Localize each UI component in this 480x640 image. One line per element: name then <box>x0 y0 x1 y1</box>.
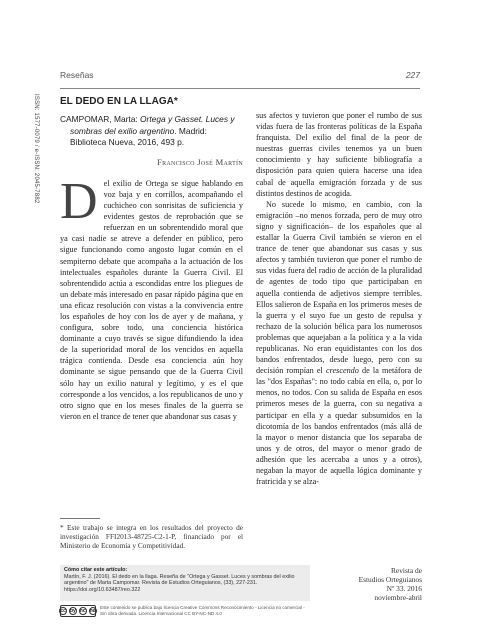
right-paragraph-1: sus afectos y tuvieron que poner el rumbo de sus vidas fuera de las fronteras políticas de la España franquista. Del exilio del final de la peor de nuestras guerras civiles tenemos ya un buen conocimiento y hay suficiente bibliografía a disposición para quien quiera hacerse una idea cabal de aquella emigración forzada y de sus distintos destinos de acogida. <box>256 111 422 198</box>
journal-period: noviembre-abril <box>374 593 422 602</box>
running-head <box>60 70 420 84</box>
left-body-text: el exilio de Ortega se sigue hablando en voz baja y en corrillos, acompañando el cuchicheo con sonrisitas de suficiencia y evidentes gestos de reprobación que se refuerzan en un sobrentendido moral que ya casi nadie se atreve a defender en público, pero sigue funcionando como angosto lugar común en el sempiterno debate que acompaña a la actuación de los intelectuales españoles durante la Guerra Civil. El sobrentendido actúa a escondidas entre los pliegues de un debate más interesado en pasar rápido página que en una eficaz resolución con vistas a la convivencia entre los españoles de hoy con los de ayer y de mañana, y configura, sobre todo, una conciencia histórica dominante a cuyo través se sigue difundiendo la idea de la superioridad moral de los vencidos en aquella trágica contienda. Desde esa conciencia aún hoy dominante se sigue pensando que de la Guerra Civil sólo hay un exilio natural y legítimo, y es el que corresponde a los vencidos, a los republicanos de uno y otro signo que en los meses finales de la guerra se vieron en el trance de tener que abandonar sus casas y <box>60 178 243 421</box>
citation-heading: Cómo citar este artículo: <box>64 567 128 573</box>
crescendo-term: crescendo <box>325 366 359 376</box>
license-text: Este contenido se publica bajo licencia Creative Commons Reconocimiento - Licencia no comercial - Sin obra derivada. Licencia Internacional CC BY-NC-ND 4.0 <box>100 605 305 616</box>
author-byline: Francisco José Martín <box>156 156 243 167</box>
right-paragraph-2-a: No sucede lo mismo, en cambio, con la emigración –no menos forzada, pero de muy otro signo y significación– de los españoles que al estallar la Guerra Civil también se vieron en el trance de tener que abandonar sus casas y sus afectos y también tuvieron que poner el rumbo de sus vidas fuera del radio de acción de la pluralidad de agentes de todo tipo que participaban en aquella contienda de adjetivos siempre terribles. Ellos salieron de España en los primeros meses de la guerra y el suyo fue un gesto de repulsa y rechazo de la solución bélica para los numerosos problemas que aquejaban a la política y a la vida republicanas. No eran equidistantes con los dos bandos enfrentados, desde luego, pero con su decisión rompían el <box>256 199 422 376</box>
reference-author: CAMPOMAR, Marta: <box>60 114 141 124</box>
nc-glyph: nc <box>79 608 86 614</box>
drop-cap: D <box>60 172 98 230</box>
creative-commons-icon[interactable] <box>60 605 96 617</box>
left-body <box>60 172 243 422</box>
section-name: Reseñas <box>60 70 94 80</box>
journal-name-line2: Estudios Orteguianos <box>358 575 422 584</box>
citation-box <box>60 565 310 601</box>
left-column <box>60 114 243 422</box>
license-block <box>60 605 310 619</box>
book-reference <box>60 114 243 149</box>
article-title: EL DEDO EN LA LLAGA* <box>60 96 178 107</box>
citation-doi[interactable]: https://doi.org/10.63487/reo.322 <box>64 586 141 593</box>
footnote: * Este trabajo se integra en los resultados del proyecto de investigación FFI2013-48725-C2-1-P, financiado por el Ministerio de Economía y Competitividad. <box>60 523 243 551</box>
citation-text: Martín, F. J. (2016). El dedo en la llaga. Reseña de "Ortega y Gasset. Luces y sombras del exilio argentino" de Marta Campomar. Revista de Estudios Orteguianos, (33), 227-231. <box>64 573 295 587</box>
nd-glyph: nd <box>89 608 96 614</box>
journal-name-line1: Revista de <box>391 566 422 575</box>
by-glyph: by <box>69 608 76 614</box>
side-issn <box>29 94 41 264</box>
header-rule <box>60 88 420 89</box>
reference-publication: . Madrid: Biblioteca Nueva, 2016, 493 p. <box>70 125 207 148</box>
right-column <box>256 110 422 487</box>
issn-text: ISSN: 1577-0079 / e-ISSN: 2045-7882 <box>33 94 39 204</box>
footnote-rule <box>60 518 100 519</box>
page-number: 227 <box>405 70 420 80</box>
journal-info <box>359 566 422 602</box>
right-paragraph-2-b: de la metáfora de las "dos Españas": no todo cabía en ella, o, por lo menos, no todos. Con su salida de España en esos primeros meses de la guerra, con su negativa a participar en ella y a quedar subsumidos en la dicotomía de los bandos enfrentados (más allá de la mayor o menor distancia que los separaba de unos y de otros, del mayor o menor grado de adhesión que les acercaba a unos y a otros), negaban la mayor de aquella lógica dominante y fratricida y se alza- <box>256 366 422 487</box>
cc-glyph: cc <box>60 608 66 614</box>
reference-book-title: Ortega y Gasset. Luces y sombras del exilio argentino <box>70 114 235 136</box>
right-paragraph-2 <box>256 199 422 487</box>
journal-issue: Nº 33. 2016 <box>386 584 422 593</box>
